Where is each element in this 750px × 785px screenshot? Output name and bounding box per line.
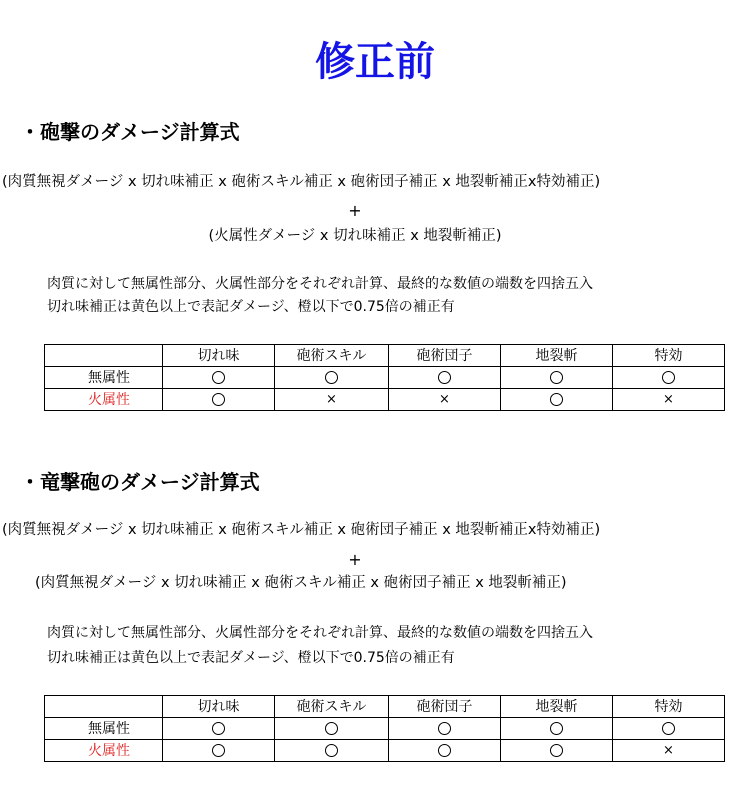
circle-mark-icon [550, 722, 563, 735]
table-cell [389, 740, 501, 762]
table-row [45, 718, 725, 740]
cross-mark-icon: × [439, 392, 450, 407]
section2-table [44, 695, 725, 762]
table-cell [501, 367, 613, 389]
table-cell [501, 718, 613, 740]
section2-formula-1: (肉質無視ダメージ x 切れ味補正 x 砲術スキル補正 x 砲術団子補正 x 地裂斬補正x特効補正) [2, 522, 601, 538]
section2-formula-2: (肉質無視ダメージ x 切れ味補正 x 砲術スキル補正 x 砲術団子補正 x 地裂斬補正) [35, 575, 567, 591]
table-cell [163, 367, 275, 389]
column-header: 砲術団子 [389, 345, 501, 367]
circle-mark-icon [438, 722, 451, 735]
table-row [45, 389, 725, 411]
circle-mark-icon [212, 722, 225, 735]
table-header-row [45, 345, 725, 367]
column-header: 砲術団子 [389, 696, 501, 718]
table-cell [613, 718, 725, 740]
row-label: 火属性 [45, 740, 163, 762]
circle-mark-icon [550, 744, 563, 757]
page-title: 修正前 [315, 39, 435, 85]
table-row [45, 740, 725, 762]
table-cell [389, 718, 501, 740]
table-cell [163, 718, 275, 740]
section1-plus: + [348, 201, 362, 220]
table-cell [389, 389, 501, 411]
circle-mark-icon [212, 371, 225, 384]
table-header-row [45, 696, 725, 718]
circle-mark-icon [438, 744, 451, 757]
row-label: 火属性 [45, 389, 163, 411]
section2-heading: ・竜撃砲のダメージ計算式 [20, 470, 260, 494]
column-header: 地裂斬 [501, 696, 613, 718]
table-cell [613, 740, 725, 762]
section2-note-2: 切れ味補正は黄色以上で表記ダメージ、橙以下で0.75倍の補正有 [47, 650, 455, 666]
section2-note-1: 肉質に対して無属性部分、火属性部分をそれぞれ計算、最終的な数値の端数を四捨五入 [47, 625, 593, 641]
column-header: 砲術スキル [275, 696, 389, 718]
section1-note-2: 切れ味補正は黄色以上で表記ダメージ、橙以下で0.75倍の補正有 [47, 299, 455, 315]
table-cell [163, 740, 275, 762]
section1-table [44, 344, 725, 411]
section1-note-1: 肉質に対して無属性部分、火属性部分をそれぞれ計算、最終的な数値の端数を四捨五入 [47, 276, 593, 292]
circle-mark-icon [662, 722, 675, 735]
table-cell [389, 367, 501, 389]
circle-mark-icon [438, 371, 451, 384]
row-label: 無属性 [45, 718, 163, 740]
table-cell [501, 740, 613, 762]
table-cell [613, 367, 725, 389]
circle-mark-icon [550, 371, 563, 384]
circle-mark-icon [212, 744, 225, 757]
column-header: 特効 [613, 696, 725, 718]
table-cell [275, 718, 389, 740]
circle-mark-icon [662, 371, 675, 384]
row-label: 無属性 [45, 367, 163, 389]
table-row [45, 367, 725, 389]
section1-formula-1: (肉質無視ダメージ x 切れ味補正 x 砲術スキル補正 x 砲術団子補正 x 地裂斬補正x特効補正) [2, 174, 601, 190]
circle-mark-icon [325, 744, 338, 757]
section2-plus: + [348, 550, 362, 569]
column-header: 特効 [613, 345, 725, 367]
circle-mark-icon [325, 371, 338, 384]
column-header: 切れ味 [163, 345, 275, 367]
column-header: 切れ味 [163, 696, 275, 718]
circle-mark-icon [212, 393, 225, 406]
table-cell [501, 389, 613, 411]
section1-heading: ・砲撃のダメージ計算式 [20, 120, 240, 144]
table-corner-cell [45, 696, 163, 718]
table-cell [163, 389, 275, 411]
table-cell [275, 367, 389, 389]
table-cell [275, 389, 389, 411]
circle-mark-icon [325, 722, 338, 735]
section1-formula-2: (火属性ダメージ x 切れ味補正 x 地裂斬補正) [208, 228, 502, 244]
cross-mark-icon: × [663, 743, 674, 758]
column-header: 砲術スキル [275, 345, 389, 367]
cross-mark-icon: × [663, 392, 674, 407]
cross-mark-icon: × [326, 392, 337, 407]
table-cell [275, 740, 389, 762]
circle-mark-icon [550, 393, 563, 406]
column-header: 地裂斬 [501, 345, 613, 367]
table-cell [613, 389, 725, 411]
table-corner-cell [45, 345, 163, 367]
